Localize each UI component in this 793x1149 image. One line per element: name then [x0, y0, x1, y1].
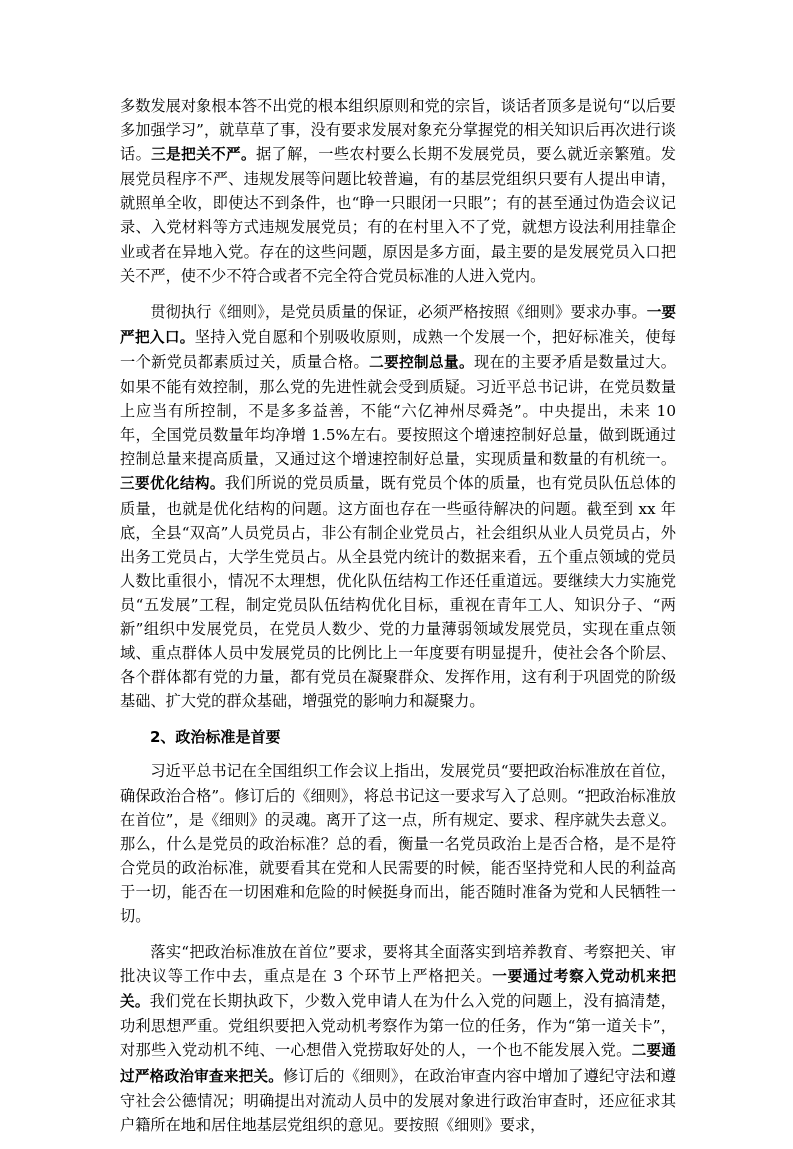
paragraph-text: 贯彻执行《细则》，是党员质量的保证，必须严格按照《细则》要求办事。	[150, 302, 647, 321]
paragraph-text: 落实“把政治标准放在首位”要求，要将其全面落实到培养教育、考察把关、审批决议等工作中去，重点是在 3 个环节上严格把关。	[120, 943, 676, 986]
bold-emphasis: 一要通过考察入党动机来把关。	[120, 968, 676, 1011]
paragraph-text: 我们所说的党员质量，既有党员个体的质量，也有党员队伍总体的质量，也就是优化结构的问题。这方面也存在一些亟待解决的问题。截至到 xx 年底，全县“双高”人员党员占，非公有制企业党员占，社会组织从业人员党员占，外出务工党员占，大学生党员占。从全县党内统计的数据来看，五个重点领域的党员人数比重很小，情况不太理想，优化队伍结构工作还任重道远。要继续大力实施党员“五发展”工程，制定党员队伍结构优化目标，重视在青年工人、知识分子、“两新”组织中发展党员，在党员人数少、党的力量薄弱领域发展党员，实现在重点领域、重点群体人员中发展党员的比例比上一年度要有明显提升，使社会各个阶层、各个群体都有党的力量，都有党员在凝聚群众、发挥作用，这有利于巩固党的阶级基础、扩大党的群众基础，增强党的影响力和凝聚力。	[120, 474, 676, 711]
paragraph-1	[120, 94, 676, 288]
paragraph-4	[120, 940, 676, 1137]
bold-emphasis: 三要优化结构。	[120, 475, 225, 493]
section-heading: 2、政治标准是首要	[150, 728, 281, 747]
paragraph-text: 据了解，一些农村要么长期不发展党员，要么就近亲繁殖。发展党员程序不严、违规发展等问题比较普遍，有的基层党组织只要有人提出申请，就照单全收，即使达不到条件，也“睁一只眼闭一只眼”；有的甚至通过伪造会议记录、入党材料等方式违规发展党员；有的在村里入不了党，就想方设法利用挂靠企业或者在异地入党。存在的这些问题，原因是多方面，最主要的是发展党员入口把关不严，使不少不符合或者不完全符合党员标准的人进入党内。	[120, 145, 676, 285]
paragraph-3	[120, 759, 676, 928]
bold-emphasis: 一要严把入口。	[120, 303, 676, 346]
paragraph-text: 现在的主要矛盾是数量过大。如果不能有效控制，那么党的先进性就会受到质疑。习近平总书记讲，在党员数量上应当有所控制，不是多多益善，不能“六亿神州尽舜尧”。中央提出，未来 10 年，全国党员数量年均净增 1.5%左右。要按照这个增速控制好总量，做到既通过控制总量来提高质量，又通过这个增速控制好总量，实现质量和数量的有机统一。	[120, 352, 676, 469]
paragraph-text: 修订后的《细则》，在政治审查内容中增加了遵纪守法和遵守社会公德情况；明确提出对流动人员中的发展对象进行政治审查时，还应征求其户籍所在地和居住地基层党组织的意见。要按照《细则》要求，	[120, 1066, 676, 1134]
paragraph-text: 习近平总书记在全国组织工作会议上指出，发展党员“要把政治标准放在首位，确保政治合格”。修订后的《细则》，将总书记这一要求写入了总则。“把政治标准放在首位”，是《细则》的灵魂。离开了这一点，所有规定、要求、程序就失去意义。那么，什么是党员的政治标准？总的看，衡量一名党员政治上是否合格，是不是符合党员的政治标准，就要看其在党和人民需要的时候，能否坚持党和人民的利益高于一切，能否在一切困难和危险的时候挺身而出，能否随时准备为党和人民牺牲一切。	[120, 762, 676, 925]
paragraph-text: 我们党在长期执政下，少数入党申请人在为什么入党的问题上，没有搞清楚，功利思想严重。党组织要把入党动机考察作为第一位的任务，作为“第一道关卡”，对那些入党动机不纯、一心想借入党捞取好处的人，一个也不能发展入党。	[120, 992, 676, 1060]
bold-emphasis: 二要通过严格政治审查来把关。	[120, 1042, 676, 1085]
paragraph-text: 坚持入党自愿和个别吸收原则，成熟一个发展一个，把好标准关，使每一个新党员都素质过关，质量合格。	[120, 327, 676, 371]
paragraph-2	[120, 300, 676, 714]
bold-emphasis: 二要控制总量。	[369, 353, 474, 371]
document-body	[120, 94, 676, 1149]
paragraph-text: 多数发展对象根本答不出党的根本组织原则和党的宗旨，谈话者顶多是说句“以后要多加强学习”，就草草了事，没有要求发展对象充分掌握党的相关知识后再次进行谈话。	[120, 97, 676, 164]
bold-emphasis: 三是把关不严。	[151, 146, 256, 164]
